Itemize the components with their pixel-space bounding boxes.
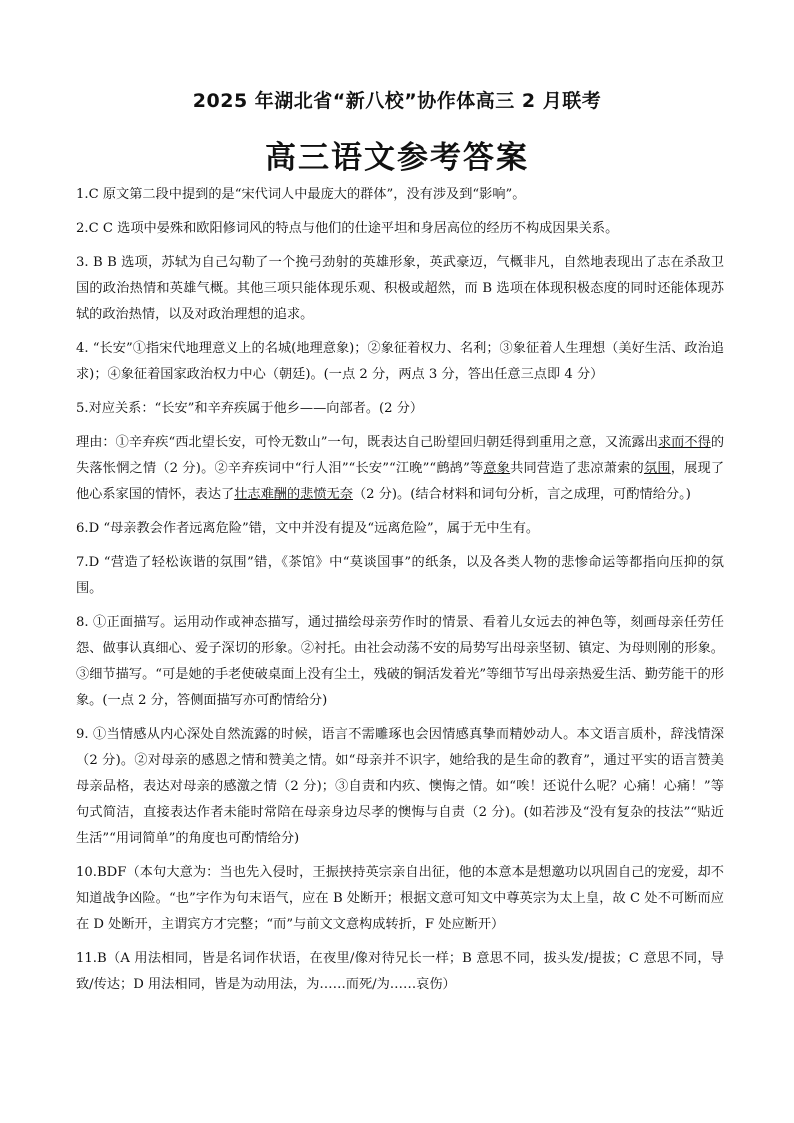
reason-text-1: 理由：①辛弃疾“西北望长安，可怜无数山”一句，既表达自己盼望回归朝廷得到重用之意，又流露出 (76, 435, 658, 450)
answer-q5-reason (76, 430, 724, 508)
answer-q6: 6.D “母亲教会作者远离危险”错，文中并没有提及“远离危险”，属于无中生有。 (76, 521, 540, 536)
answer-q5-relation: 5.对应关系：“长安”和辛弃疾属于他乡——向部者。(2 分） (76, 401, 424, 416)
reason-text-4: ，展现了他心系家国的情怀，表达了 (76, 461, 725, 502)
answer-q8: 8. ①正面描写。运用动作或神态描写，通过描绘母亲劳作时的情景、看着儿女远去的神色等，刻画母亲任劳任怨、做事认真细心、爱子深切的形象。②衬托。由社会动荡不安的局势写出母亲坚韧、镇定、为母则刚的形象。③细节描写。“可是她的手老使破桌面上没有尘土，残破的铜活发着光”等细节写出母亲热爱生活、勤劳能干的形象。(一点 2 分，答侧面描写亦可酌情给分) (76, 615, 724, 708)
answer-q2: 2.C C 选项中晏殊和欧阳修词风的特点与他们的仕途平坦和身居高位的经历不构成因果关系。 (76, 221, 619, 236)
underlined-phrase: 壮志难酬的悲愤无奈 (234, 487, 353, 502)
reason-text-5: （2 分)。(结合材料和词句分析，言之成理，可酌情给分。) (352, 487, 691, 502)
answer-q11: 11.B（A 用法相同，皆是名词作状语，在夜里/像对待兄长一样；B 意思不同，拔头发/提拔；C 意思不同，导致/传达；D 用法相同，皆是为动用法，为……而死/为……哀伤） (76, 951, 724, 992)
answer-list (76, 182, 724, 1002)
underlined-phrase: 意象 (483, 461, 511, 476)
answer-q10: 10.BDF（本句大意为：当也先入侵时，王振挟持英宗亲自出征，他的本意本是想邀功以巩固自己的宠爱，却不知道战争凶险。“也”字作为句末语气，应在 B 处断开；根据文意可知文中尊英宗为太上皇，故 C 处不可断而应在 D 处断开，主谓宾方才完整；“而”与前文文意构成转折，F 处应断开） (76, 865, 724, 932)
answer-q4: 4. “长安”①指宋代地理意义上的名城(地理意象)；②象征着权力、名利；③象征着人生理想（美好生活、政治追求)；④象征着国家政治权力中心（朝廷)。(一点 2 分，两点 3 分，答出任意三点即 4 分） (76, 341, 724, 382)
reason-text-3: 共同营造了悲凉萧索的 (510, 461, 644, 476)
answer-q3: 3. B B 选项，苏轼为自己勾勒了一个挽弓劲射的英雄形象，英武豪迈，气概非凡，自然地表现出了志在杀敌卫国的政治热情和英雄气概。其他三项只能体现乐观、积极或超然，而 B 选项在体现积极态度的同时还能体现苏轼的政治热情，以及对政治理想的追求。 (76, 255, 724, 322)
answer-q9: 9. ①当情感从内心深处自然流露的时候，语言不需雕琢也会因情感真挚而精妙动人。本文语言质朴，辞浅情深（2 分)。②对母亲的感恩之情和赞美之情。如“母亲并不识字，她给我的是生命的教育”，通过平实的语言赞美母亲品格，表达对母亲的感激之情（2 分)；③自责和内疚、懊悔之情。如“唉！还说什么呢？心痛！心痛！”等句式简洁，直接表达作者未能时常陪在母亲身边尽孝的懊悔与自责（2 分)。(如若涉及“没有复杂的技法”“贴近生活”“用词简单”的角度也可酌情给分) (76, 727, 724, 846)
document-title: 高三语文参考答案 (265, 140, 529, 176)
exam-title: 2025 年湖北省“新八校”协作体高三 2 月联考 (192, 90, 602, 112)
answer-q1: 1.C 原文第二段中提到的是“宋代词人中最庞大的群体”，没有涉及到“影响”。 (76, 187, 526, 202)
underlined-phrase: 求而不得 (657, 435, 711, 450)
reason-text-2: 的失落怅惘之情（2 分)。②辛弃疾词中“行人泪”“长安”“江晚”“鹧鸪”等 (76, 435, 724, 476)
underlined-phrase: 氛围 (643, 461, 671, 476)
answer-q7: 7.D “营造了轻松诙谐的氛围”错，《茶馆》中“莫谈国事”的纸条，以及各类人物的悲惨命运等都指向压抑的氛围。 (76, 555, 724, 596)
